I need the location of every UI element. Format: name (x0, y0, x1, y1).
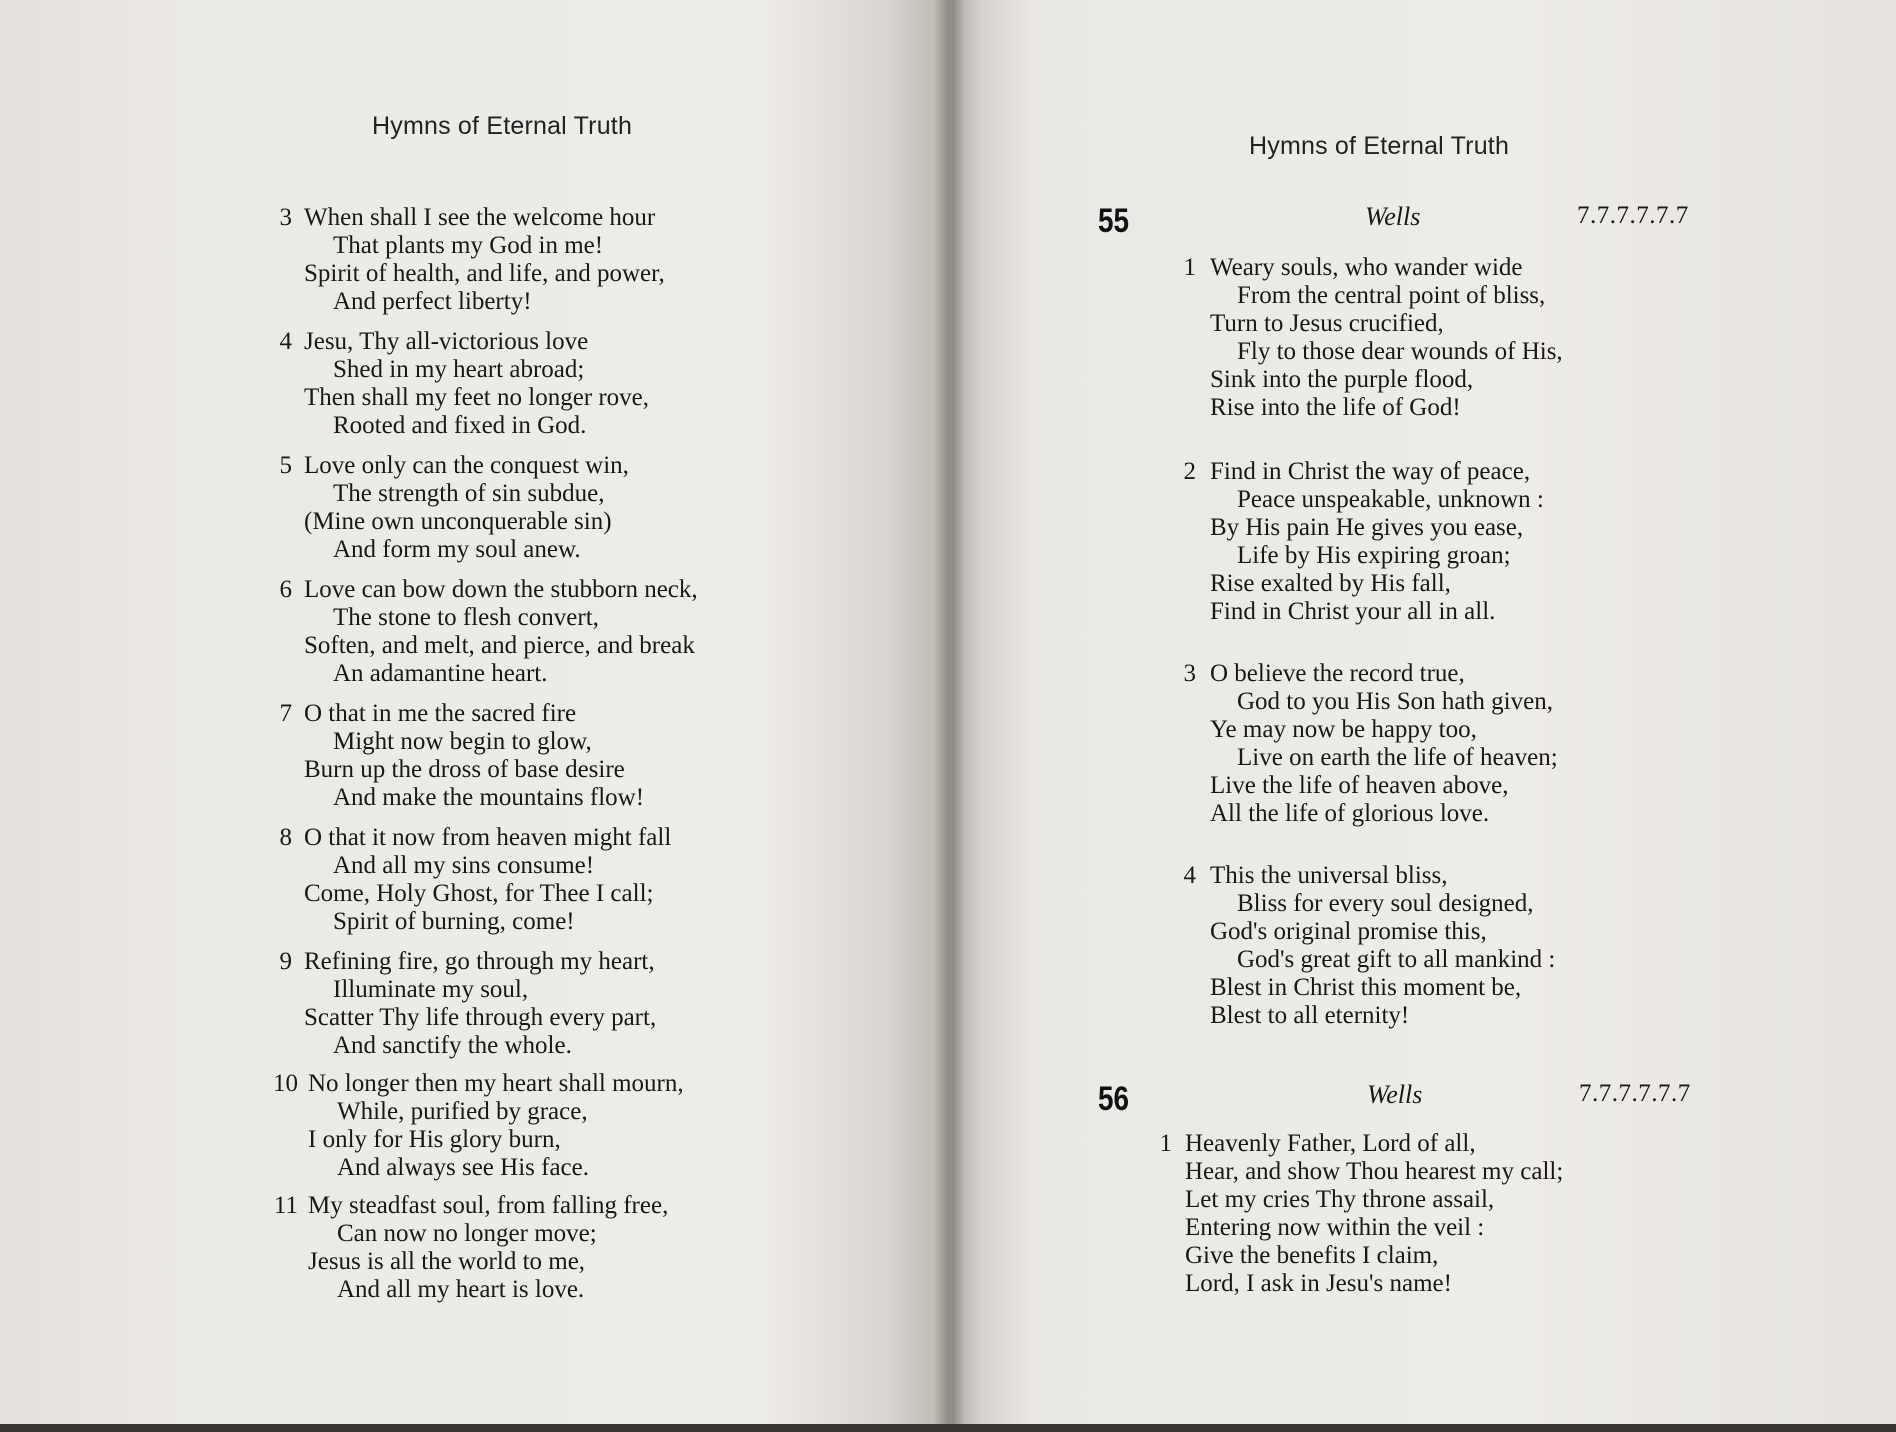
verse-line: Rooted and fixed in God. (333, 412, 587, 439)
verse-number: 2 (1183, 458, 1196, 485)
verse-line: Blest in Christ this moment be, (1210, 974, 1522, 1001)
verse-line: All the life of glorious love. (1210, 800, 1490, 827)
verse-line: And all my heart is love. (337, 1276, 585, 1303)
verse-line: God's original promise this, (1210, 918, 1487, 945)
hymn-number: 56 (1098, 1080, 1130, 1118)
verse-line: And perfect liberty! (333, 288, 532, 315)
verse-line: When shall I see the welcome hour (304, 204, 656, 231)
verse-line: While, purified by grace, (337, 1098, 588, 1125)
verse-line: Spirit of health, and life, and power, (304, 260, 665, 287)
verse-line: Entering now within the veil : (1185, 1214, 1485, 1241)
verse-number: 4 (1183, 862, 1196, 889)
verse-line: Refining fire, go through my heart, (304, 948, 655, 975)
verse-line: Soften, and melt, and pierce, and break (304, 632, 695, 659)
verse-line: Rise exalted by His fall, (1210, 570, 1451, 597)
verse-line: Illuminate my soul, (333, 976, 529, 1003)
verse-line: Come, Holy Ghost, for Thee I call; (304, 880, 654, 907)
tune-name: Wells (1365, 202, 1421, 231)
verse-number: 7 (279, 700, 292, 727)
verse-line: Life by His expiring groan; (1237, 542, 1511, 569)
verse-line: The strength of sin subdue, (333, 480, 605, 507)
verse-line: From the central point of bliss, (1237, 282, 1546, 309)
verse-line: An adamantine heart. (333, 660, 548, 687)
verse-line: My steadfast soul, from falling free, (308, 1192, 669, 1219)
verse-line: Scatter Thy life through every part, (304, 1004, 657, 1031)
verse-line: Lord, I ask in Jesu's name! (1185, 1270, 1452, 1297)
verse-line: The stone to flesh convert, (333, 604, 599, 631)
right-page (952, 0, 1896, 1432)
verse-line: Jesus is all the world to me, (308, 1248, 586, 1275)
verse-line: Find in Christ your all in all. (1210, 598, 1496, 625)
verse-number: 3 (1183, 660, 1196, 687)
verse-line: Love can bow down the stubborn neck, (304, 576, 698, 603)
verse-line: Weary souls, who wander wide (1210, 254, 1523, 281)
verse-line: Fly to those dear wounds of His, (1237, 338, 1563, 365)
meter: 7.7.7.7.7.7 (1577, 202, 1689, 229)
left-running-head: Hymns of Eternal Truth (372, 112, 633, 140)
verse-line: Might now begin to glow, (333, 728, 592, 755)
verse-line: Burn up the dross of base desire (304, 756, 625, 783)
verse-line: Sink into the purple flood, (1210, 366, 1474, 393)
meter: 7.7.7.7.7.7 (1579, 1080, 1691, 1107)
verse-line: I only for His glory burn, (308, 1126, 561, 1153)
verse-line: Can now no longer move; (337, 1220, 597, 1247)
verse-line: And sanctify the whole. (333, 1032, 572, 1059)
verse-number: 1 (1183, 254, 1196, 281)
verse-line: Then shall my feet no longer rove, (304, 384, 650, 411)
page-bottom-edge (0, 1424, 1896, 1432)
verse-line: Hear, and show Thou hearest my call; (1185, 1158, 1564, 1185)
verse-line: Heavenly Father, Lord of all, (1185, 1130, 1476, 1157)
verse-number: 9 (279, 948, 292, 975)
verse-line: O that it now from heaven might fall (304, 824, 672, 851)
verse-number: 5 (279, 452, 292, 479)
verse-line: Spirit of burning, come! (333, 908, 575, 935)
verse-line: And form my soul anew. (333, 536, 581, 563)
verse-line: Blest to all eternity! (1210, 1002, 1410, 1029)
verse-line: This the universal bliss, (1210, 862, 1448, 889)
verse-number: 6 (279, 576, 292, 603)
verse-line: And all my sins consume! (333, 852, 595, 879)
verse-line: (Mine own unconquerable sin) (304, 508, 612, 535)
verse-line: Find in Christ the way of peace, (1210, 458, 1531, 485)
verse-line: And always see His face. (337, 1154, 589, 1181)
book-gutter-shadow (934, 0, 964, 1432)
verse-line: God to you His Son hath given, (1237, 688, 1553, 715)
tune-name: Wells (1367, 1080, 1423, 1109)
verse-line: O that in me the sacred fire (304, 700, 577, 727)
verse-line: Rise into the life of God! (1210, 394, 1461, 421)
right-running-head: Hymns of Eternal Truth (1249, 132, 1510, 160)
verse-number: 10 (273, 1070, 298, 1097)
verse-line: Ye may now be happy too, (1210, 716, 1477, 743)
verse-line: Live the life of heaven above, (1210, 772, 1509, 799)
verse-line: God's great gift to all mankind : (1237, 946, 1556, 973)
verse-line: Love only can the conquest win, (304, 452, 629, 479)
verse-line: Jesu, Thy all-victorious love (304, 328, 589, 355)
verse-line: Bliss for every soul designed, (1237, 890, 1534, 917)
verse-line: By His pain He gives you ease, (1210, 514, 1524, 541)
verse-number: 3 (279, 204, 292, 231)
verse-number: 8 (279, 824, 292, 851)
hymn-number: 55 (1098, 202, 1130, 240)
verse-line: And make the mountains flow! (333, 784, 645, 811)
verse-line: O believe the record true, (1210, 660, 1465, 687)
verse-line: That plants my God in me! (333, 232, 604, 259)
verse-number: 1 (1159, 1130, 1172, 1157)
verse-line: No longer then my heart shall mourn, (308, 1070, 684, 1097)
verse-line: Turn to Jesus crucified, (1210, 310, 1444, 337)
verse-line: Live on earth the life of heaven; (1237, 744, 1558, 771)
verse-line: Let my cries Thy throne assail, (1185, 1186, 1495, 1213)
verse-line: Give the benefits I claim, (1185, 1242, 1439, 1269)
verse-line: Peace unspeakable, unknown : (1237, 486, 1544, 513)
verse-number: 4 (279, 328, 292, 355)
verse-number: 11 (273, 1192, 298, 1219)
verse-line: Shed in my heart abroad; (333, 356, 585, 383)
